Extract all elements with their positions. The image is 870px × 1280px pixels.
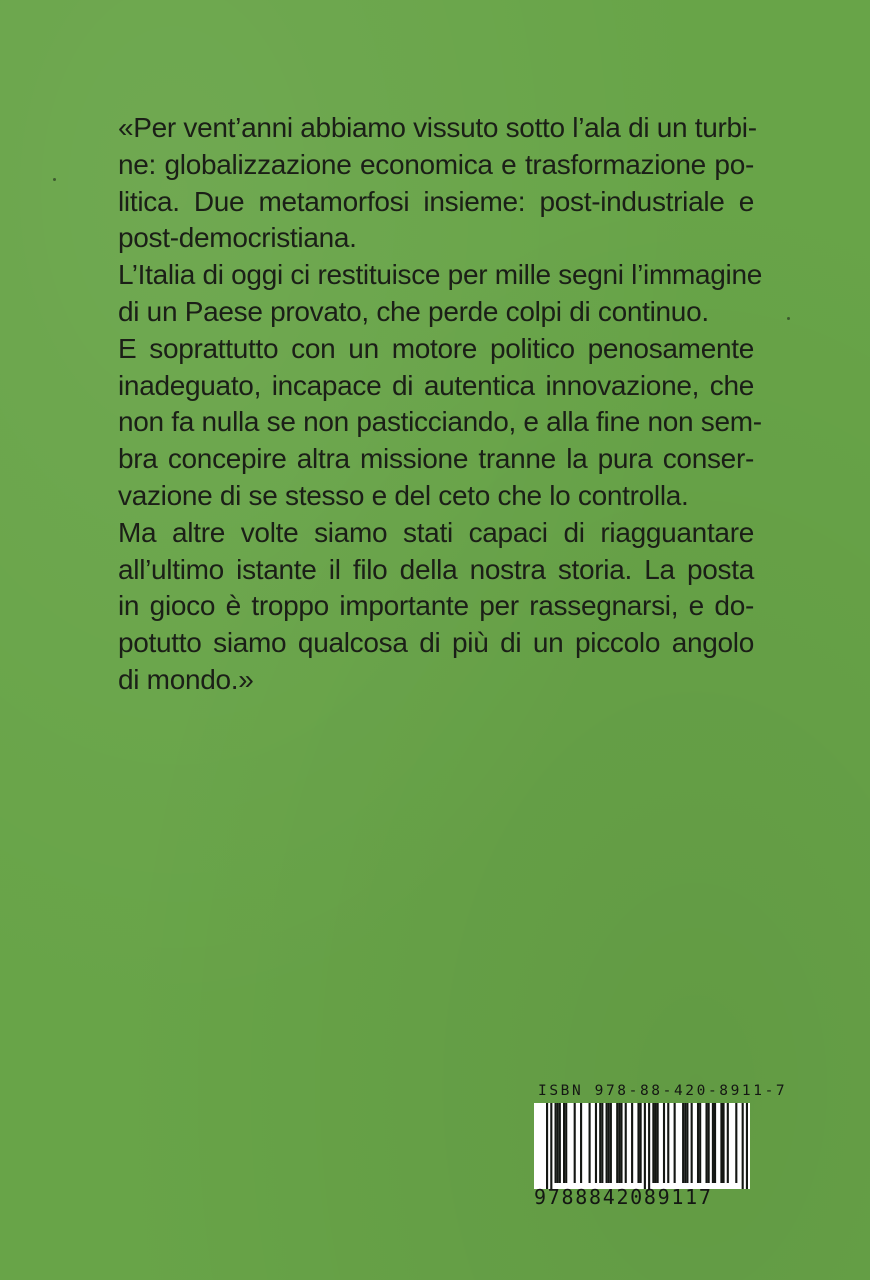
barcode-bar	[616, 1103, 618, 1183]
barcode-bar	[589, 1103, 591, 1183]
barcode-bar	[644, 1103, 646, 1189]
barcode-bar	[684, 1103, 686, 1183]
barcode-bar	[606, 1103, 608, 1183]
barcode-bar	[557, 1103, 559, 1183]
print-speck	[53, 178, 56, 181]
barcode-bar	[625, 1103, 627, 1183]
barcode-bar	[580, 1103, 582, 1183]
barcode-bar	[712, 1103, 714, 1183]
blurb-line: di un Paese provato, che perde colpi di continuo.	[118, 295, 709, 327]
barcode-digits: 9788842089117	[534, 1185, 713, 1209]
barcode-bar	[565, 1103, 567, 1183]
barcode-bar	[663, 1103, 665, 1183]
barcode-bar	[708, 1103, 710, 1183]
blurb-text	[118, 110, 763, 699]
blurb-line: E soprattutto con un motore politico penosamente	[118, 332, 754, 364]
barcode-bar	[620, 1103, 622, 1183]
blurb-line: Ma altre volte siamo stati capaci di riagguantare	[118, 516, 754, 548]
barcode-bar	[746, 1103, 748, 1189]
blurb-line: litica. Due metamorfosi insieme: post-industriale e	[118, 185, 754, 217]
barcode-bar	[742, 1103, 744, 1189]
barcode-bar	[608, 1103, 610, 1183]
barcode-bar	[618, 1103, 620, 1183]
barcode-bar	[674, 1103, 676, 1183]
barcode-bar	[595, 1103, 597, 1183]
barcode-bar	[735, 1103, 737, 1183]
blurb-line: vazione di se stesso e del ceto che lo controlla.	[118, 479, 689, 511]
barcode-bar	[574, 1103, 576, 1183]
barcode-bar	[714, 1103, 716, 1183]
barcode-bar	[652, 1103, 654, 1183]
barcode-bar	[722, 1103, 724, 1183]
barcode-bar	[550, 1103, 552, 1189]
barcode-bar	[654, 1103, 656, 1183]
print-speck	[787, 317, 790, 320]
blurb-line: bra concepire altra missione tranne la pura conser-	[118, 443, 754, 475]
blurb-line: post-democristiana.	[118, 222, 357, 254]
barcode-bar	[720, 1103, 722, 1183]
blurb-line: non fa nulla se non pasticciando, e alla fine non sem-	[118, 406, 762, 438]
blurb-line: all’ultimo istante il filo della nostra storia. La posta	[118, 553, 754, 585]
barcode-bar	[599, 1103, 601, 1183]
barcode-bar	[563, 1103, 565, 1183]
barcode-bar	[691, 1103, 693, 1183]
barcode-bar	[555, 1103, 557, 1183]
barcode-bar	[657, 1103, 659, 1183]
barcode-bar	[610, 1103, 612, 1183]
barcode-bar	[601, 1103, 603, 1183]
blurb-line: ne: globalizzazione economica e trasformazione po-	[118, 148, 754, 180]
isbn-barcode	[534, 1083, 788, 1213]
blurb-line: potutto siamo qualcosa di più di un piccolo angolo	[118, 627, 754, 659]
blurb-line: in gioco è troppo importante per rassegnarsi, e do-	[118, 590, 754, 622]
barcode-bar	[697, 1103, 699, 1183]
barcode-bar	[699, 1103, 701, 1183]
barcode-bar	[727, 1103, 729, 1183]
barcode-bar	[682, 1103, 684, 1183]
barcode-bar	[705, 1103, 707, 1183]
blurb-line: «Per vent’anni abbiamo vissuto sotto l’ala di un turbi-	[118, 112, 757, 143]
barcode-bars	[534, 1103, 750, 1189]
blurb-line: L’Italia di oggi ci restituisce per mille segni l’immagine	[118, 259, 763, 291]
barcode-bar	[667, 1103, 669, 1183]
barcode-bar	[686, 1103, 688, 1183]
barcode-bar	[546, 1103, 548, 1189]
barcode-bar	[640, 1103, 642, 1183]
barcode-bar	[631, 1103, 633, 1183]
barcode-bar	[559, 1103, 561, 1183]
isbn-label: ISBN 978-88-420-8911-7	[538, 1083, 788, 1099]
blurb-line: inadeguato, incapace di autentica innovazione, che	[118, 369, 754, 401]
blurb-line: di mondo.»	[118, 663, 254, 695]
barcode-bar	[637, 1103, 639, 1183]
barcode-bar	[648, 1103, 650, 1189]
